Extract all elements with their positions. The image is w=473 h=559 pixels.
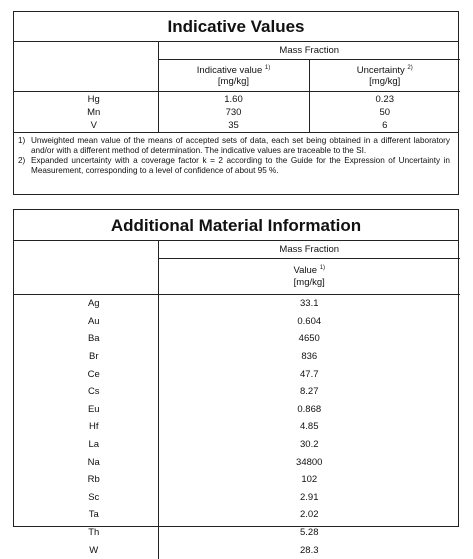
mass-fraction-value: 102 — [158, 471, 460, 489]
element-symbol: Au — [87, 315, 100, 327]
additional-material-title: Additional Material Information — [14, 210, 458, 241]
indicative-value: 1.60 — [158, 92, 309, 107]
element-symbol: Th — [88, 527, 100, 539]
element-symbol: Na — [87, 456, 100, 468]
element-symbol: Ba — [87, 333, 100, 345]
table-row — [14, 119, 460, 132]
table-row — [14, 418, 460, 436]
mass-fraction-value: 2.91 — [158, 489, 460, 507]
element-symbol: Rb — [87, 474, 100, 486]
table-row — [14, 471, 460, 489]
uncertainty-header: Uncertainty $^{2)}$ [mg/kg] — [309, 60, 460, 92]
mass-fraction-header: Mass Fraction — [158, 42, 460, 60]
table-row — [14, 453, 460, 471]
element-symbol: V — [90, 120, 97, 131]
table-row — [14, 330, 460, 348]
mass-fraction-value: 4650 — [158, 330, 460, 348]
table-row — [14, 401, 460, 419]
uncertainty-value: 6 — [309, 119, 460, 132]
table-row — [14, 541, 460, 559]
footnotes — [14, 132, 458, 178]
mass-fraction-value: 8.27 — [158, 383, 460, 401]
mass-fraction-value: 30.2 — [158, 436, 460, 454]
indicative-values-table — [14, 42, 460, 132]
table-row — [14, 383, 460, 401]
indicative-values-panel — [13, 11, 459, 195]
uncertainty-value: 0.23 — [309, 92, 460, 107]
indicative-value-header: Indicative value $^{1)}$ [mg/kg] — [158, 60, 309, 92]
table-row — [14, 436, 460, 454]
element-symbol: Sc — [88, 491, 100, 503]
table-row — [14, 295, 460, 313]
mass-fraction-value: 47.7 — [158, 365, 460, 383]
table-row — [14, 365, 460, 383]
additional-material-panel — [13, 209, 459, 556]
uncertainty-value: 50 — [309, 106, 460, 119]
table-row — [14, 489, 460, 507]
element-symbol: Hf — [89, 421, 99, 433]
mass-fraction-value: 2.02 — [158, 506, 460, 524]
indicative-value: 35 — [158, 119, 309, 132]
mass-fraction-value: 28.3 — [158, 541, 460, 559]
mass-fraction-value: 5.28 — [158, 524, 460, 542]
indicative-values-title: Indicative Values — [14, 12, 458, 42]
element-symbol: Ag — [87, 298, 100, 310]
element-symbol: Mn — [87, 107, 101, 118]
element-symbol: Cs — [87, 386, 100, 398]
element-symbol: W — [89, 544, 99, 556]
additional-material-table — [14, 241, 460, 559]
table-row — [14, 106, 460, 119]
element-symbol: Ce — [87, 368, 100, 380]
table-row — [14, 348, 460, 366]
element-symbol: Eu — [87, 403, 100, 415]
table-row — [14, 524, 460, 542]
table-row — [14, 506, 460, 524]
mass-fraction-value: 836 — [158, 348, 460, 366]
mass-fraction-value: 0.868 — [158, 401, 460, 419]
footnote: 2) Expanded uncertainty with a coverage factor k = 2 according to the Guide for the Expression of Uncertainty in Measurement, corresponding to a level of confidence of about 95 %. — [18, 156, 450, 175]
indicative-value: 730 — [158, 106, 309, 119]
value-header: Value $^{1)}$ [mg/kg] — [158, 259, 460, 295]
table-row — [14, 313, 460, 331]
mass-fraction-value: 0.604 — [158, 313, 460, 331]
element-symbol: Ta — [88, 509, 99, 521]
mass-fraction-value: 33.1 — [158, 295, 460, 313]
footnote: 1) Unweighted mean value of the means of accepted sets of data, each set being obtained in a different laboratory and/or with a different method of determination. The indicative values are traceable to the SI. — [18, 136, 450, 155]
element-symbol: Br — [89, 351, 99, 363]
table-row — [14, 92, 460, 107]
mass-fraction-value: 4.85 — [158, 418, 460, 436]
mass-fraction-header: Mass Fraction — [158, 241, 460, 259]
mass-fraction-value: 34800 — [158, 453, 460, 471]
element-symbol: La — [88, 439, 100, 451]
element-symbol: Hg — [87, 94, 100, 105]
